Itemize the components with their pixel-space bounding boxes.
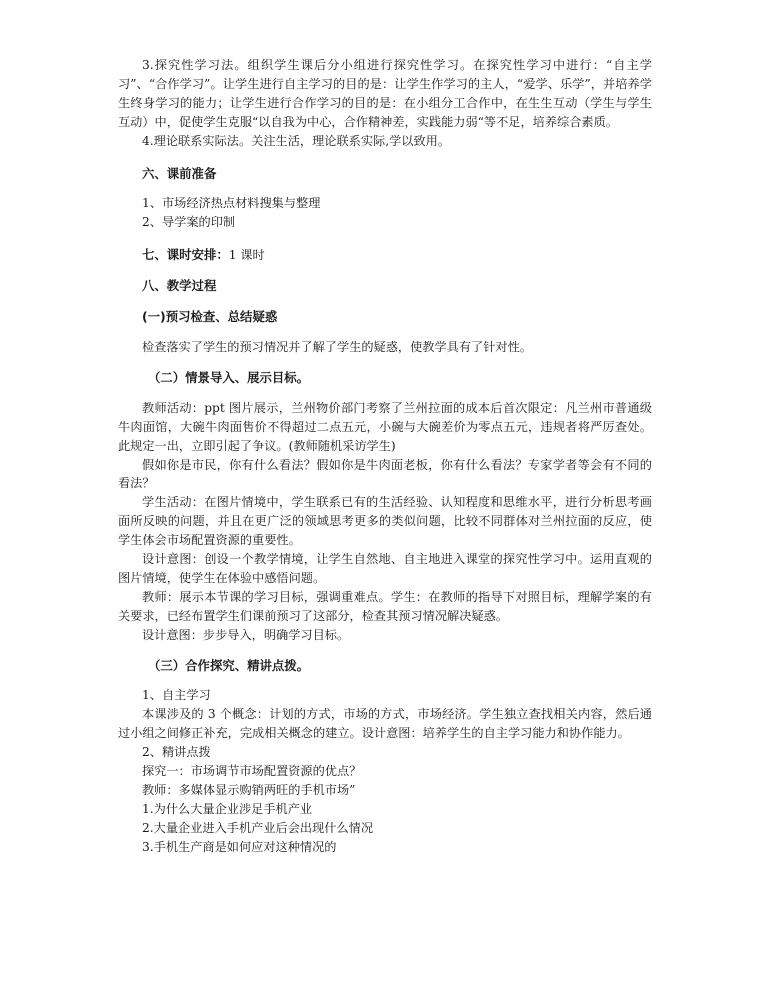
section-6-heading: 六、课前准备	[142, 165, 217, 181]
section-6-item-1: 1、市场经济热点材料搜集与整理	[142, 196, 321, 211]
subsection-2-paragraph: 设计意图：步步导入，明确学习目标。	[142, 627, 350, 642]
subsection-2-paragraph: 假如你是市民，你有什么看法？假如你是牛肉面老板，你有什么看法？专家学者等会有不同的看法？	[118, 457, 652, 491]
section-7-title: 七、课时安排：	[142, 247, 229, 263]
subsection-2-heading: （二）情景导入、展示目标。	[148, 369, 310, 385]
subsection-1-heading: (一)预习检查、总结疑惑	[142, 309, 278, 325]
paragraph-method-3: 3.探究性学习法。组织学生课后分小组进行探究性学习。在探究性学习中进行：“自主学习”、“合作学习”。让学生进行自主学习的目的是：让学生作学习的主人，“爱学、乐学”，并培养学生终身学习的能力；让学生进行合作学习的目的是：在小组分工合作中，在生生互动（学生与学生互动）中，促使学生克服“以自我为中心，合作精神差，实践能力弱“等不足，培养综合素质。	[118, 58, 652, 129]
subsection-2-paragraph: 教师：展示本节课的学习目标，强调重难点。学生：在教师的指导下对照目标，理解学案的有关要求，已经布置学生们课前预习了这部分，检查其预习情况解决疑惑。	[118, 589, 652, 623]
section-6-item-2: 2、导学案的印制	[142, 215, 236, 230]
subsection-3-paragraph: 3.手机生产商是如何应对这种情况的	[142, 839, 337, 854]
subsection-2-paragraph: 设计意图：创设一个教学情境，让学生自然地、自主地进入课堂的探究性学习中。运用直观的图片情境，使学生在体验中感悟问题。	[118, 552, 652, 585]
section-7-heading	[118, 246, 652, 265]
subsection-2-paragraph: 学生活动：在图片情境中，学生联系已有的生活经验、认知程度和思维水平，进行分析思考画面所反映的问题，并且在更广泛的领域思考更多的类似问题，比较不同群体对兰州拉面的反应，使学生体会市场配置资源的重要性。	[118, 495, 652, 548]
subsection-1-text: 检查落实了学生的预习情况并了解了学生的疑惑，使教学具有了针对性。	[142, 339, 532, 354]
subsection-3-paragraph: 1、自主学习	[142, 688, 211, 703]
paragraph-method-4: 4.理论联系实际法。关注生活，理论联系实际,学以致用。	[142, 133, 451, 148]
subsection-3-paragraph: 探究一：市场调节市场配置资源的优点？	[142, 764, 362, 779]
subsection-2-paragraph: 教师活动：ppt 图片展示，兰州物价部门考察了兰州拉面的成本后首次限定：凡兰州市普通级牛肉面馆，大碗牛肉面售价不得超过二点五元，小碗与大碗差价为零点五元，违规者将严厉查处。此规定一出，立即引起了争议。(教师随机采访学生)	[118, 400, 652, 453]
subsection-3-paragraph: 教师：多媒体显示购销两旺的手机市场”	[142, 783, 356, 797]
subsection-3-paragraph: 本课涉及的 3 个概念：计划的方式，市场的方式，市场经济。学生独立查找相关内容，然后通过小组之间修正补充，完成相关概念的建立。设计意图：培养学生的自主学习能力和协作能力。	[118, 707, 652, 741]
section-7-value: 1 课时	[228, 248, 265, 263]
subsection-3-paragraph: 1.为什么大量企业涉足手机产业	[142, 801, 313, 816]
subsection-3-paragraph: 2、精讲点拨	[142, 745, 211, 760]
subsection-3-paragraph: 2.大量企业进入手机产业后会出现什么情况	[142, 820, 374, 835]
section-8-heading: 八、教学过程	[142, 278, 217, 294]
subsection-3-heading: （三）合作探究、精讲点拨。	[148, 657, 310, 673]
